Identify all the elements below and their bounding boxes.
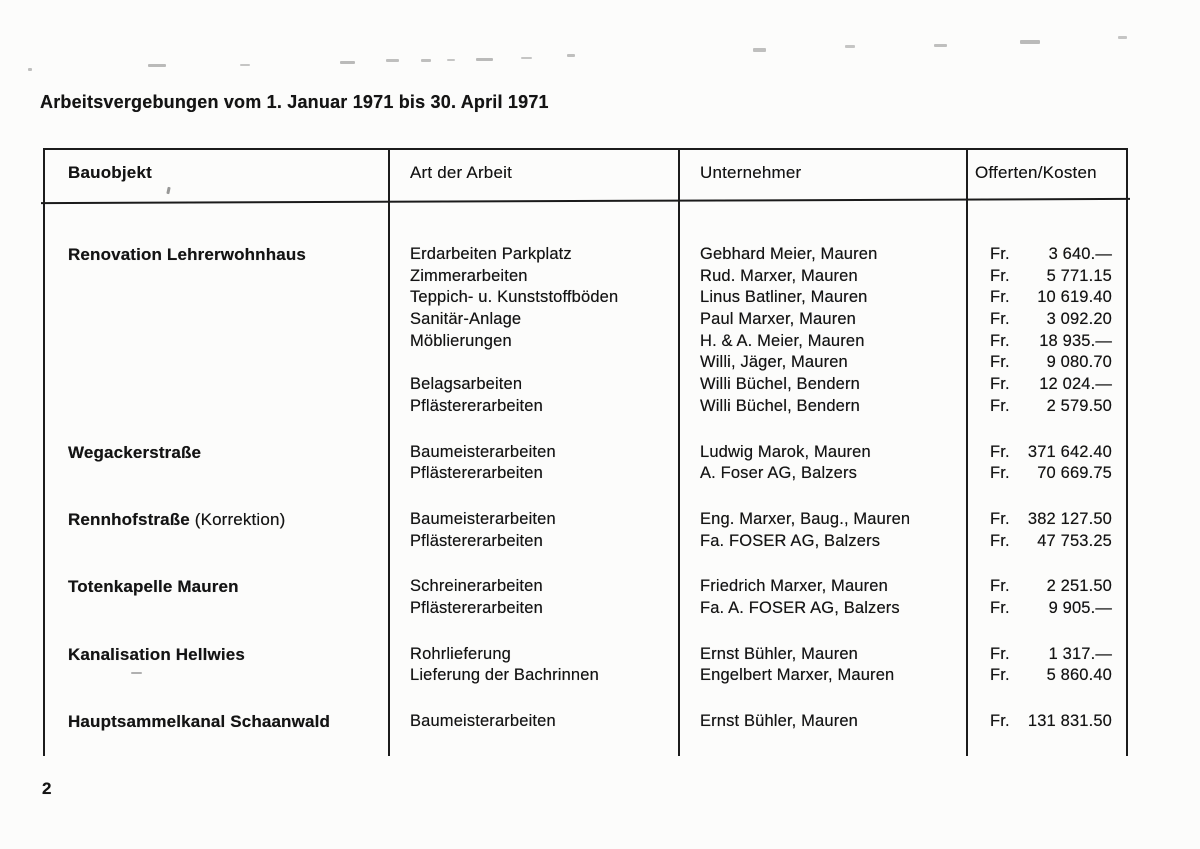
- cost-row: [966, 463, 1128, 485]
- bauobjekt-cell: [43, 244, 388, 418]
- bauobjekt-label: Totenkapelle Mauren: [68, 577, 239, 597]
- cost-row: [966, 396, 1128, 418]
- cost-amount: 9 080.70: [1046, 353, 1112, 372]
- art-der-arbeit-value: Pflästererarbeiten: [410, 396, 543, 415]
- unternehmer-cell: [678, 509, 966, 552]
- unternehmer-value: Ernst Bühler, Mauren: [700, 712, 858, 730]
- art-der-arbeit-value: Lieferung der Bachrinnen: [410, 666, 599, 685]
- bauobjekt-suffix: (Korrektion): [189, 509, 286, 529]
- currency-label: Fr.: [990, 509, 1010, 528]
- offerten-kosten-cell: [966, 244, 1128, 418]
- bauobjekt-cell: [43, 576, 388, 619]
- cost-row: [966, 531, 1128, 553]
- unternehmer-value: Fa. FOSER AG, Balzers: [700, 531, 881, 550]
- currency-label: Fr.: [990, 464, 1010, 483]
- art-der-arbeit-value: Belagsarbeiten: [410, 375, 523, 394]
- cost-row: [966, 598, 1128, 620]
- unternehmer-value: Ernst Bühler, Mauren: [700, 644, 858, 663]
- art-der-arbeit-value: Pflästererarbeiten: [410, 464, 543, 483]
- cost-amount: 18 935.—: [1039, 331, 1112, 350]
- currency-label: Fr.: [990, 396, 1010, 415]
- page-number: 2: [42, 779, 52, 798]
- table-body: [43, 202, 1128, 757]
- cost-amount: 1 317.—: [1048, 644, 1112, 663]
- cost-amount: 131 831.50: [1027, 712, 1112, 730]
- unternehmer-value: A. Foser AG, Balzers: [700, 464, 858, 483]
- art-der-arbeit-cell: [388, 644, 678, 687]
- unternehmer-value: Willi Büchel, Bendern: [700, 396, 860, 415]
- cost-row: [966, 374, 1128, 396]
- art-der-arbeit-value: Erdarbeiten Parkplatz: [410, 245, 572, 263]
- unternehmer-value: H. & A. Meier, Mauren: [700, 331, 865, 350]
- currency-label: Fr.: [990, 531, 1010, 550]
- currency-label: Fr.: [990, 577, 1010, 596]
- currency-label: Fr.: [990, 353, 1010, 372]
- bauobjekt-cell: [43, 442, 388, 485]
- cost-row: [966, 287, 1128, 309]
- column-header-offerten-kosten: Offerten/Kosten: [975, 163, 1097, 182]
- bauobjekt-label: Kanalisation Hellwies: [68, 644, 245, 664]
- art-der-arbeit-value: Möblierungen: [410, 331, 512, 350]
- unternehmer-value: Ludwig Marok, Mauren: [700, 442, 871, 461]
- cost-amount: 70 669.75: [1037, 464, 1112, 483]
- art-der-arbeit-value: Baumeisterarbeiten: [410, 442, 556, 461]
- offerten-kosten-cell: [966, 576, 1128, 619]
- cost-amount: 12 024.—: [1039, 375, 1112, 394]
- currency-label: Fr.: [990, 331, 1010, 350]
- bauobjekt-cell: [43, 509, 388, 552]
- art-der-arbeit-value: Pflästererarbeiten: [410, 598, 543, 617]
- cost-row: [966, 244, 1128, 266]
- offerten-kosten-cell: [966, 442, 1128, 485]
- column-header-unternehmer: Unternehmer: [700, 163, 802, 182]
- unternehmer-value: Linus Batliner, Mauren: [700, 288, 868, 307]
- currency-label: Fr.: [990, 288, 1010, 307]
- cost-row: [966, 576, 1128, 598]
- offerten-kosten-cell: [966, 509, 1128, 552]
- unternehmer-value: Gebhard Meier, Mauren: [700, 245, 878, 263]
- art-der-arbeit-value: Teppich- u. Kunststoffböden: [410, 288, 619, 307]
- table-block: [43, 442, 1128, 485]
- currency-label: Fr.: [990, 245, 1010, 263]
- currency-label: Fr.: [990, 442, 1010, 461]
- unternehmer-cell: [678, 644, 966, 687]
- cost-row: [966, 442, 1128, 464]
- unternehmer-cell: [678, 576, 966, 619]
- unternehmer-value: Willi, Jäger, Mauren: [700, 353, 848, 372]
- currency-label: Fr.: [990, 598, 1010, 617]
- column-header-art-der-arbeit: Art der Arbeit: [410, 163, 513, 182]
- currency-label: Fr.: [990, 666, 1010, 685]
- cost-amount: 2 251.50: [1046, 577, 1112, 596]
- art-der-arbeit-cell: [388, 509, 678, 552]
- unternehmer-value: Friedrich Marxer, Mauren: [700, 577, 888, 596]
- bauobjekt-cell: [43, 644, 388, 687]
- unternehmer-value: Rud. Marxer, Mauren: [700, 266, 858, 285]
- art-der-arbeit-value: Rohrlieferung: [410, 644, 512, 663]
- art-der-arbeit-cell: [388, 576, 678, 619]
- cost-amount: 9 905.—: [1048, 598, 1112, 617]
- cost-amount: 3 640.—: [1048, 245, 1112, 263]
- cost-row: [966, 266, 1128, 288]
- unternehmer-cell: [678, 711, 966, 733]
- bauobjekt-label: Wegackerstraße: [68, 442, 202, 462]
- unternehmer-value: Fa. A. FOSER AG, Balzers: [700, 598, 900, 617]
- art-der-arbeit-cell: [388, 711, 678, 733]
- table-block: [43, 711, 1128, 733]
- art-der-arbeit-value: Zimmerarbeiten: [410, 266, 528, 285]
- cost-row: [966, 331, 1128, 353]
- table-block: [43, 576, 1128, 619]
- unternehmer-value: Willi Büchel, Bendern: [700, 375, 860, 394]
- cost-row: [966, 665, 1128, 687]
- currency-label: Fr.: [990, 375, 1010, 394]
- bauobjekt-label: Rennhofstraße (Korrektion): [68, 509, 286, 529]
- cost-row: [966, 711, 1128, 733]
- cost-amount: 382 127.50: [1027, 509, 1112, 528]
- art-der-arbeit-cell: [388, 442, 678, 485]
- cost-amount: 2 579.50: [1046, 396, 1112, 415]
- page-title: Arbeitsvergebungen vom 1. Januar 1971 bis 30. April 1971: [40, 92, 549, 112]
- cost-row: [966, 644, 1128, 666]
- cost-amount: 10 619.40: [1037, 288, 1112, 307]
- art-der-arbeit-value: Pflästererarbeiten: [410, 531, 543, 550]
- unternehmer-value: Paul Marxer, Mauren: [700, 310, 856, 329]
- currency-label: Fr.: [990, 712, 1010, 730]
- table-block: [43, 509, 1128, 552]
- cost-row: [966, 509, 1128, 531]
- column-header-bauobjekt: Bauobjekt: [68, 163, 152, 182]
- bauobjekt-label: Renovation Lehrerwohnhaus: [68, 245, 306, 264]
- offerten-kosten-cell: [966, 644, 1128, 687]
- currency-label: Fr.: [990, 644, 1010, 663]
- table-block: [43, 244, 1128, 418]
- bauobjekt-label: Hauptsammelkanal Schaanwald: [68, 712, 330, 731]
- art-der-arbeit-value: Schreinerarbeiten: [410, 577, 543, 596]
- art-der-arbeit-value: [410, 352, 678, 374]
- currency-label: Fr.: [990, 266, 1010, 285]
- table-block: [43, 644, 1128, 687]
- offerten-kosten-cell: [966, 711, 1128, 733]
- art-der-arbeit-value: Baumeisterarbeiten: [410, 509, 556, 528]
- currency-label: Fr.: [990, 310, 1010, 329]
- bauobjekt-cell: [43, 711, 388, 733]
- cost-amount: 5 771.15: [1046, 266, 1112, 285]
- unternehmer-value: Eng. Marxer, Baug., Mauren: [700, 509, 911, 528]
- cost-amount: 5 860.40: [1046, 666, 1112, 685]
- cost-row: [966, 352, 1128, 374]
- art-der-arbeit-value: Baumeisterarbeiten: [410, 712, 556, 730]
- unternehmer-value: Engelbert Marxer, Mauren: [700, 666, 895, 685]
- cost-row: [966, 309, 1128, 331]
- cost-amount: 3 092.20: [1046, 310, 1112, 329]
- awards-table: [43, 148, 1128, 756]
- art-der-arbeit-cell: [388, 244, 678, 418]
- unternehmer-cell: [678, 442, 966, 485]
- unternehmer-cell: [678, 244, 966, 418]
- art-der-arbeit-value: Sanitär-Anlage: [410, 310, 522, 329]
- cost-amount: 47 753.25: [1037, 531, 1112, 550]
- cost-amount: 371 642.40: [1027, 442, 1112, 461]
